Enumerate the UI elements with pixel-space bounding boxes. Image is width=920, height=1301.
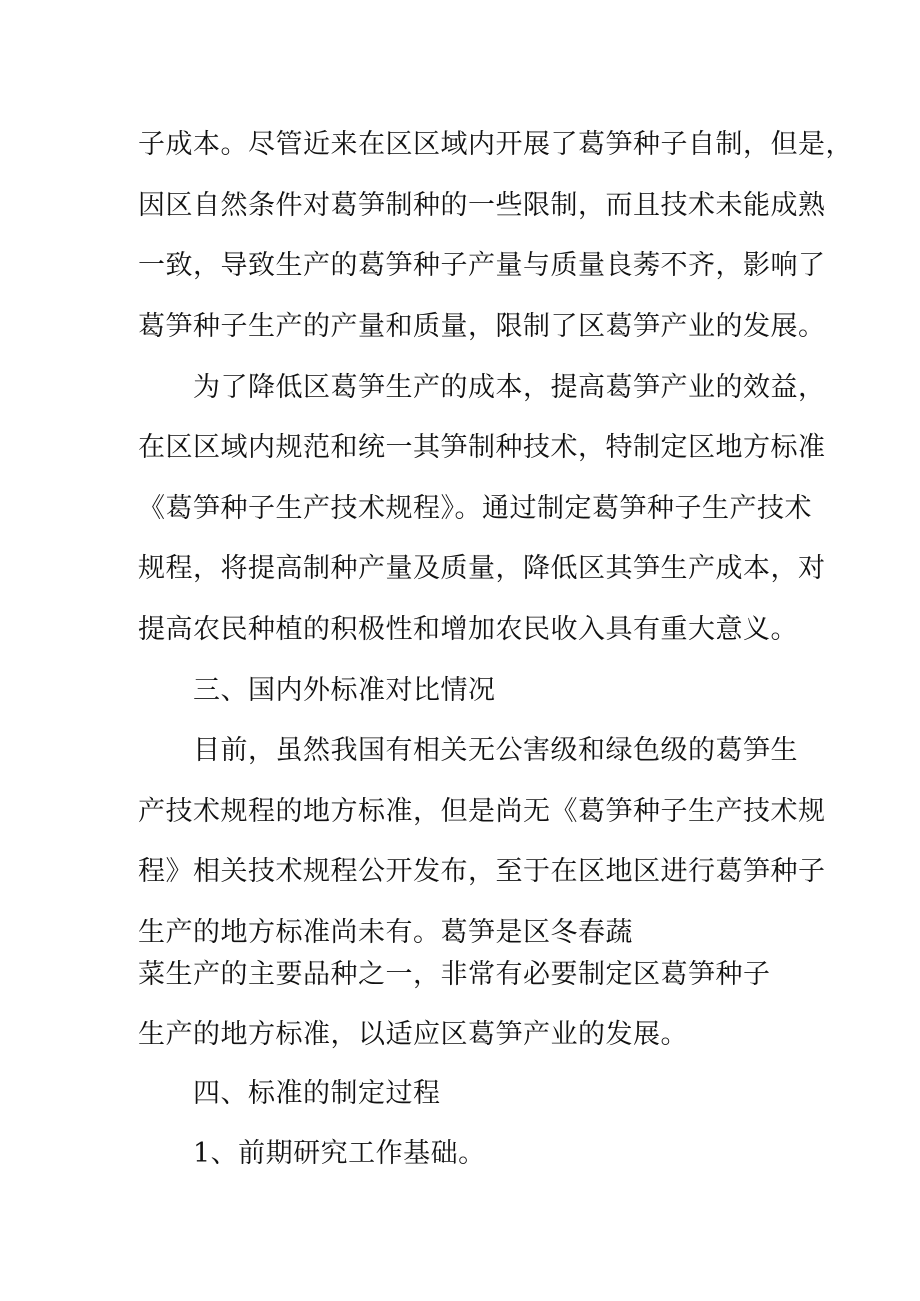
text-line: 因区自然条件对葛笋制种的一些限制，而且技术未能成熟: [138, 190, 826, 221]
text-line: 一致，导致生产的葛笋种子产量与质量良莠不齐，影响了: [138, 250, 826, 281]
text-line: 《葛笋种子生产技术规程》。通过制定葛笋种子生产技术: [138, 493, 812, 524]
text-line: 规程，将提高制种产量及质量，降低区其笋生产成本，对: [138, 553, 826, 584]
text-line: 生产的地方标准尚未有。葛笋是区冬春蔬: [138, 917, 633, 948]
subsection-heading: 1、前期研究工作基础。: [193, 1138, 486, 1169]
paragraph-start: 为了降低区葛笋生产的成本，提高葛笋产业的效益，: [193, 372, 826, 403]
text-line: 在区区域内规范和统一其笋制种技术，特制定区地方标准: [138, 432, 826, 463]
text-line: 子成本。尽管近来在区区域内开展了葛笋种子自制，但是，: [138, 129, 853, 160]
section-heading: 三、国内外标准对比情况: [193, 675, 496, 706]
section-heading: 四、标准的制定过程: [193, 1078, 441, 1109]
text-line: 生产的地方标准，以适应区葛笋产业的发展。: [138, 1019, 688, 1050]
paragraph-start: 目前，虽然我国有相关无公害级和绿色级的葛笋生: [193, 735, 798, 766]
text-line: 葛笋种子生产的产量和质量，限制了区葛笋产业的发展。: [138, 311, 826, 342]
text-line: 程》相关技术规程公开发布，至于在区地区进行葛笋种子: [138, 856, 826, 887]
text-line: 菜生产的主要品种之一，非常有必要制定区葛笋种子: [138, 959, 771, 990]
text-line: 提高农民种植的积极性和增加农民收入具有重大意义。: [138, 614, 798, 645]
text-line: 产技术规程的地方标准，但是尚无《葛笋种子生产技术规: [138, 796, 826, 827]
